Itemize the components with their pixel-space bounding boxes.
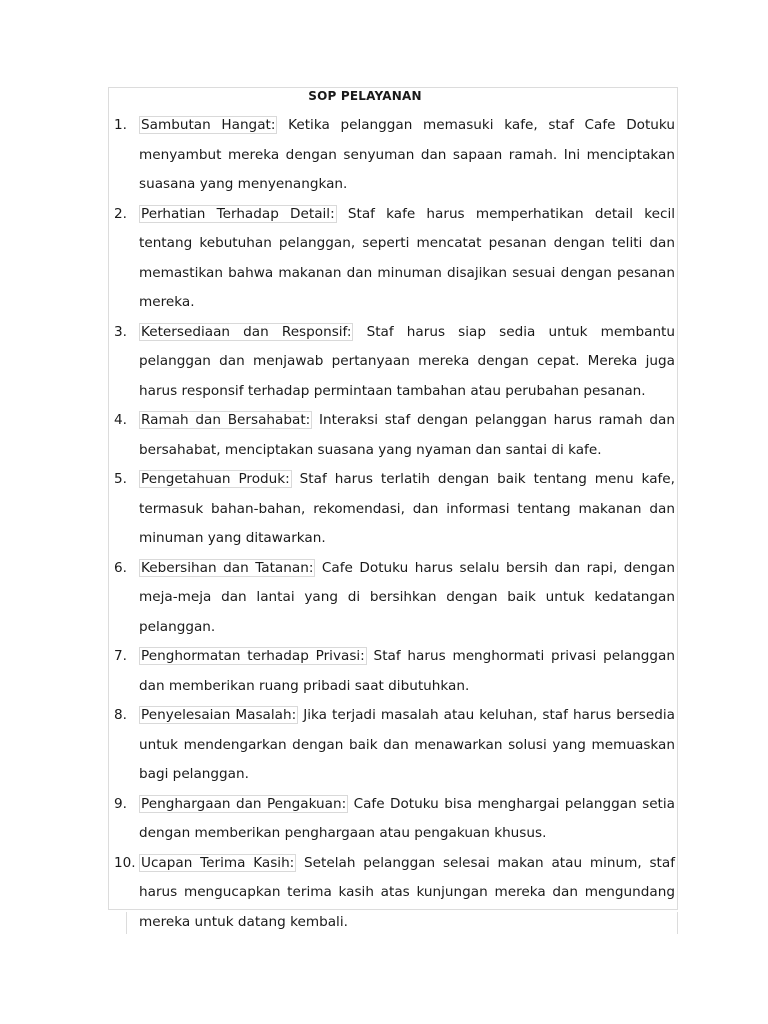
item-text: Cafe Dotuku harus selalu bersih dan rapi, dengan meja-meja dan lantai yang di bersihkan dengan baik untuk kedatangan pelanggan. [139,559,675,635]
item-term: Penghargaan dan Pengakuan: [141,795,347,812]
list-item [114,318,675,407]
item-number: 6. [114,559,127,576]
list-item [114,200,675,318]
item-number: 5. [114,471,127,487]
item-number: 9. [114,795,127,812]
list-item [114,554,675,643]
item-text: Cafe Dotuku bisa menghargai pelanggan setia dengan memberikan penghargaan atau pengakuan khusus. [139,795,675,841]
list-item [114,406,675,465]
item-text: Jika terjadi masalah atau keluhan, staf harus bersedia untuk mendengarkan dengan baik dan menawarkan solusi yang memuaskan bagi pelanggan. [139,707,675,782]
item-term: Perhatian Terhadap Detail: [141,205,335,222]
item-text: Staf harus siap sedia untuk membantu pelanggan dan menjawab pertanyaan mereka dengan cepat. Mereka juga harus responsif terhadap permintaan tambahan atau perubahan pesanan. [139,323,676,399]
item-text: Staf harus terlatih dengan baik tentang menu kafe, termasuk bahan-bahan, rekomendasi, dan informasi tentang makanan dan minuman yang ditawarkan. [139,471,675,546]
list-item [114,849,675,938]
item-number: 10. [114,854,136,871]
item-term: Penyelesaian Masalah: [141,707,297,723]
item-text: Ketika pelanggan memasuki kafe, staf Cafe Dotuku menyambut mereka dengan senyuman dan sapaan ramah. Ini menciptakan suasana yang menyenangkan. [139,117,675,192]
item-number: 4. [114,412,127,428]
list-item [114,111,675,200]
item-term: Kebersihan dan Tatanan: [141,559,314,576]
item-number: 1. [114,117,127,133]
item-text: Staf harus menghormati privasi pelanggan dan memberikan ruang pribadi saat dibutuhkan. [139,648,676,694]
item-term: Pengetahuan Produk: [141,471,290,487]
item-term: Ramah dan Bersahabat: [141,412,311,428]
item-text: Setelah pelanggan selesai makan atau minum, staf harus mengucapkan terima kasih atas kunjungan mereka dan mengundang mereka untuk datang kembali. [139,854,675,930]
list-item [114,465,675,554]
item-text: Staf kafe harus memperhatikan detail kecil tentang kebutuhan pelanggan, seperti mencatat pesanan dengan teliti dan memastikan bahwa makanan dan minuman disajikan sesuai dengan pesanan mereka. [139,205,676,310]
item-term: Ucapan Terima Kasih: [141,854,295,871]
sop-list [114,111,675,937]
list-item [114,642,675,701]
item-number: 2. [114,205,127,222]
item-text: Interaksi staf dengan pelanggan harus ramah dan bersahabat, menciptakan suasana yang nyaman dan santai di kafe. [139,412,675,458]
item-number: 7. [114,648,127,664]
item-term: Sambutan Hangat: [141,117,276,133]
item-term: Penghormatan terhadap Privasi: [141,648,365,664]
item-number: 3. [114,323,127,340]
item-term: Ketersediaan dan Responsif: [141,323,352,340]
page-title: SOP PELAYANAN [308,89,422,103]
page-edge-right [677,912,678,934]
list-item [114,701,675,790]
item-number: 8. [114,707,127,723]
list-item [114,790,675,849]
